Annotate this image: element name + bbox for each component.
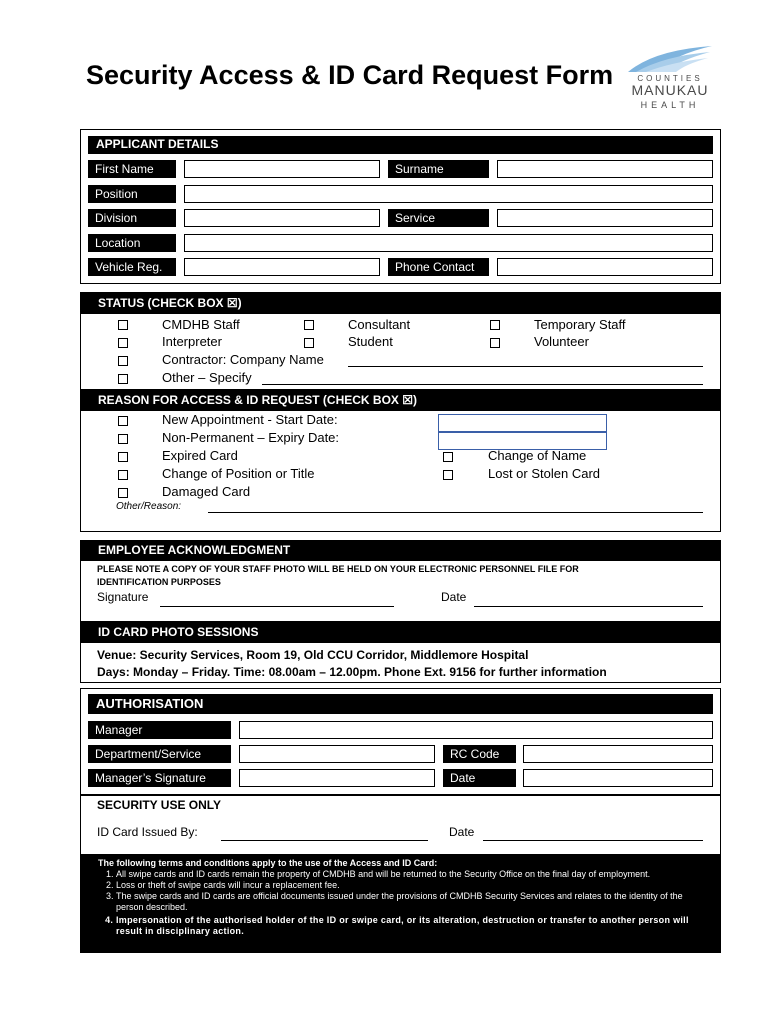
manager-field[interactable] [239, 721, 713, 739]
checkbox-lost-stolen[interactable] [443, 470, 453, 480]
checkbox-other[interactable] [118, 374, 128, 384]
department-label: Department/Service [88, 745, 231, 763]
photo-note-line2: IDENTIFICATION PURPOSES [97, 577, 221, 587]
other-reason-label: Other/Reason: [116, 501, 182, 512]
other-specify-field[interactable] [262, 384, 703, 385]
terms-item: 1. All swipe cards and ID cards remain the property of CMDHB and will be returned to the Security Office on the final day of employment. [116, 869, 711, 880]
start-date-field[interactable] [438, 414, 607, 432]
terms-item: 3. The swipe cards and ID cards are official documents issued under the provisions of CMDHB Security Services and relates to the identity of the person described. [116, 891, 711, 913]
vehicle-reg-label: Vehicle Reg. [88, 258, 176, 276]
status-option-label: Consultant [348, 317, 411, 332]
ack-date-label: Date [441, 590, 467, 604]
vehicle-reg-field[interactable] [184, 258, 380, 276]
first-name-field[interactable] [184, 160, 380, 178]
manager-signature-field[interactable] [239, 769, 435, 787]
other-reason-field[interactable] [208, 512, 703, 513]
location-label: Location [88, 234, 176, 252]
status-option-label: CMDHB Staff [162, 317, 240, 332]
terms-conditions [80, 855, 721, 953]
checkbox-consultant[interactable] [304, 320, 314, 330]
photo-note-line1: PLEASE NOTE A COPY OF YOUR STAFF PHOTO WILL BE HELD ON YOUR ELECTRONIC PERSONNEL FILE FOR [97, 564, 579, 574]
location-field[interactable] [184, 234, 713, 252]
reason-option-label: Change of Position or Title [162, 466, 315, 481]
reason-option-label: Damaged Card [162, 484, 251, 499]
status-option-label: Interpreter [162, 334, 222, 349]
checkbox-change-of-position[interactable] [118, 470, 128, 480]
surname-field[interactable] [497, 160, 713, 178]
auth-date-label: Date [443, 769, 516, 787]
applicant-heading: APPLICANT DETAILS [88, 136, 713, 154]
security-date-field[interactable] [483, 840, 703, 841]
photo-days: Days: Monday – Friday. Time: 08.00am – 12.00pm. Phone Ext. 9156 for further information [97, 665, 607, 679]
terms-item: 2. Loss or theft of swipe cards will incur a replacement fee. [116, 880, 711, 891]
checkbox-interpreter[interactable] [118, 338, 128, 348]
contractor-label: Contractor: Company Name [162, 352, 324, 367]
service-label: Service [388, 209, 489, 227]
issued-by-label: ID Card Issued By: [97, 825, 198, 839]
security-heading: SECURITY USE ONLY [97, 798, 222, 812]
auth-date-field[interactable] [523, 769, 713, 787]
checkbox-student[interactable] [304, 338, 314, 348]
checkbox-change-of-name[interactable] [443, 452, 453, 462]
terms-intro: The following terms and conditions apply to the use of the Access and ID Card: [98, 858, 438, 868]
counties-manukau-logo [624, 44, 716, 114]
page-title: Security Access & ID Card Request Form [86, 60, 614, 90]
contractor-company-field[interactable] [348, 366, 703, 367]
checkbox-non-permanent[interactable] [118, 434, 128, 444]
signature-field[interactable] [160, 606, 394, 607]
photo-sessions-heading: ID CARD PHOTO SESSIONS [80, 621, 721, 643]
position-field[interactable] [184, 185, 713, 203]
issued-by-field[interactable] [221, 840, 428, 841]
rc-code-label: RC Code [443, 745, 516, 763]
reason-heading: REASON FOR ACCESS & ID REQUEST (CHECK BOX ☒) [80, 389, 721, 411]
checkbox-temporary-staff[interactable] [490, 320, 500, 330]
terms-item: 4. Impersonation of the authorised holder of the ID or swipe card, or its alteration, destruction or transfer to another person will result in disciplinary action. [116, 915, 711, 937]
other-specify-label: Other – Specify [162, 370, 252, 385]
reason-option-label: Lost or Stolen Card [488, 466, 601, 481]
position-label: Position [88, 185, 176, 203]
reason-option-label: New Appointment - Start Date: [162, 412, 338, 427]
rc-code-field[interactable] [523, 745, 713, 763]
checkbox-new-appointment[interactable] [118, 416, 128, 426]
checkbox-cmdhb-staff[interactable] [118, 320, 128, 330]
logo-line1: COUNTIES [637, 74, 703, 83]
status-option-label: Temporary Staff [534, 317, 626, 332]
status-option-label: Volunteer [534, 334, 589, 349]
first-name-label: First Name [88, 160, 176, 178]
phone-contact-field[interactable] [497, 258, 713, 276]
photo-venue: Venue: Security Services, Room 19, Old CCU Corridor, Middlemore Hospital [97, 648, 529, 662]
logo-line2: MANUKAU [631, 82, 709, 98]
division-field[interactable] [184, 209, 380, 227]
acknowledgment-heading: EMPLOYEE ACKNOWLEDGMENT [80, 540, 721, 561]
ack-date-field[interactable] [474, 606, 703, 607]
reason-option-label: Expired Card [162, 448, 238, 463]
checkbox-volunteer[interactable] [490, 338, 500, 348]
reason-option-label: Non-Permanent – Expiry Date: [162, 430, 340, 445]
phone-contact-label: Phone Contact [388, 258, 489, 276]
checkbox-damaged-card[interactable] [118, 488, 128, 498]
division-label: Division [88, 209, 176, 227]
logo-line3: HEALTH [640, 100, 700, 110]
wing-icon [624, 44, 716, 74]
checkbox-contractor[interactable] [118, 356, 128, 366]
service-field[interactable] [497, 209, 713, 227]
status-option-label: Student [348, 334, 393, 349]
department-field[interactable] [239, 745, 435, 763]
security-date-label: Date [449, 825, 475, 839]
signature-label: Signature [97, 590, 149, 604]
manager-signature-label: Manager’s Signature [88, 769, 231, 787]
authorisation-heading: AUTHORISATION [88, 694, 713, 714]
manager-label: Manager [88, 721, 231, 739]
surname-label: Surname [388, 160, 489, 178]
reason-option-label: Change of Name [488, 448, 587, 463]
status-heading: STATUS (CHECK BOX ☒) [80, 292, 721, 314]
checkbox-expired-card[interactable] [118, 452, 128, 462]
